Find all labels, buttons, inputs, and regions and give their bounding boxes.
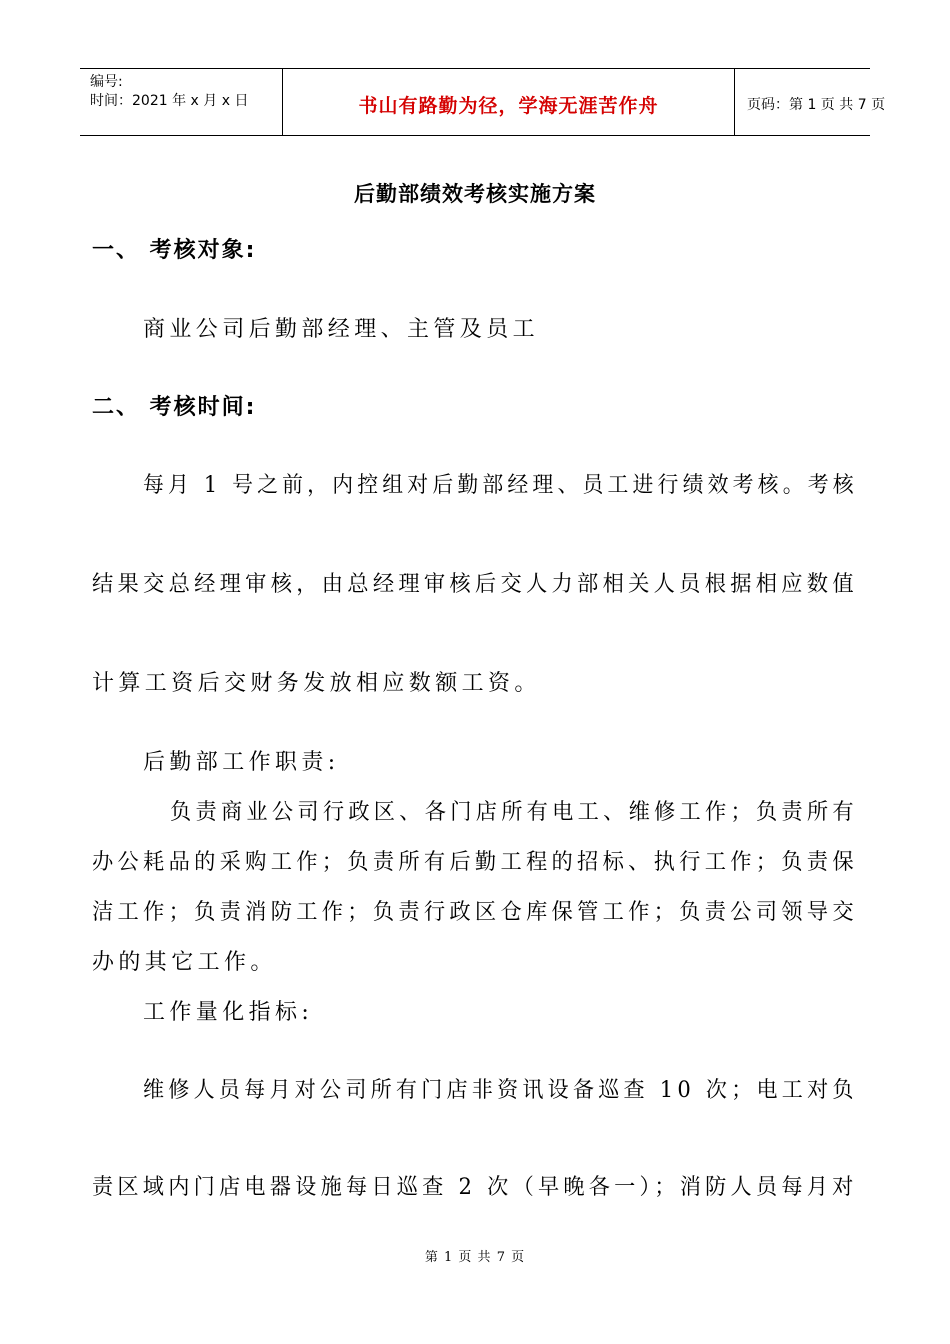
metrics-label: 工作量化指标: bbox=[143, 1000, 314, 1025]
document-number-label: 编号: bbox=[90, 74, 123, 90]
section-heading-2: 二、 考核时间: bbox=[92, 395, 257, 420]
section-heading-1: 一、 考核对象: bbox=[92, 238, 257, 263]
header-left-cell bbox=[80, 69, 282, 135]
header-page-info: 页码：第 1 页 共 7 页 bbox=[747, 97, 886, 113]
paragraph-line: 洁工作；负责消防工作；负责行政区仓库保管工作；负责公司领导交 bbox=[92, 900, 858, 925]
duties-label: 后勤部工作职责: bbox=[143, 750, 340, 775]
paragraph-line: 计算工资后交财务发放相应数额工资。 bbox=[92, 671, 541, 696]
paragraph-line: 每月 1 号之前，内控组对后勤部经理、员工进行绩效考核。考核 bbox=[143, 473, 858, 498]
paragraph-line: 责区域内门店电器设施每日巡查 2 次（早晚各一）；消防人员每月对 bbox=[92, 1175, 858, 1200]
paragraph-line: 维修人员每月对公司所有门店非资讯设备巡查 10 次；电工对负 bbox=[143, 1078, 858, 1103]
header-middle-cell bbox=[282, 69, 735, 135]
paragraph-line: 结果交总经理审核，由总经理审核后交人力部相关人员根据相应数值 bbox=[92, 572, 858, 597]
section-1-content: 商业公司后勤部经理、主管及员工 bbox=[143, 317, 540, 342]
paragraph-line: 负责商业公司行政区、各门店所有电工、维修工作；负责所有 bbox=[170, 800, 858, 825]
paragraph-line: 办的其它工作。 bbox=[92, 950, 277, 975]
header-right-cell bbox=[735, 69, 886, 135]
document-title: 后勤部绩效考核实施方案 bbox=[354, 182, 596, 206]
header-motto: 书山有路勤为径，学海无涯苦作舟 bbox=[358, 95, 659, 117]
page-footer: 第 1 页 共 7 页 bbox=[424, 1250, 526, 1265]
paragraph-line: 办公耗品的采购工作；负责所有后勤工程的招标、执行工作；负责保 bbox=[92, 850, 858, 875]
page-header bbox=[80, 68, 886, 136]
document-date: 时间：2021 年 x 月 x 日 bbox=[90, 93, 249, 109]
